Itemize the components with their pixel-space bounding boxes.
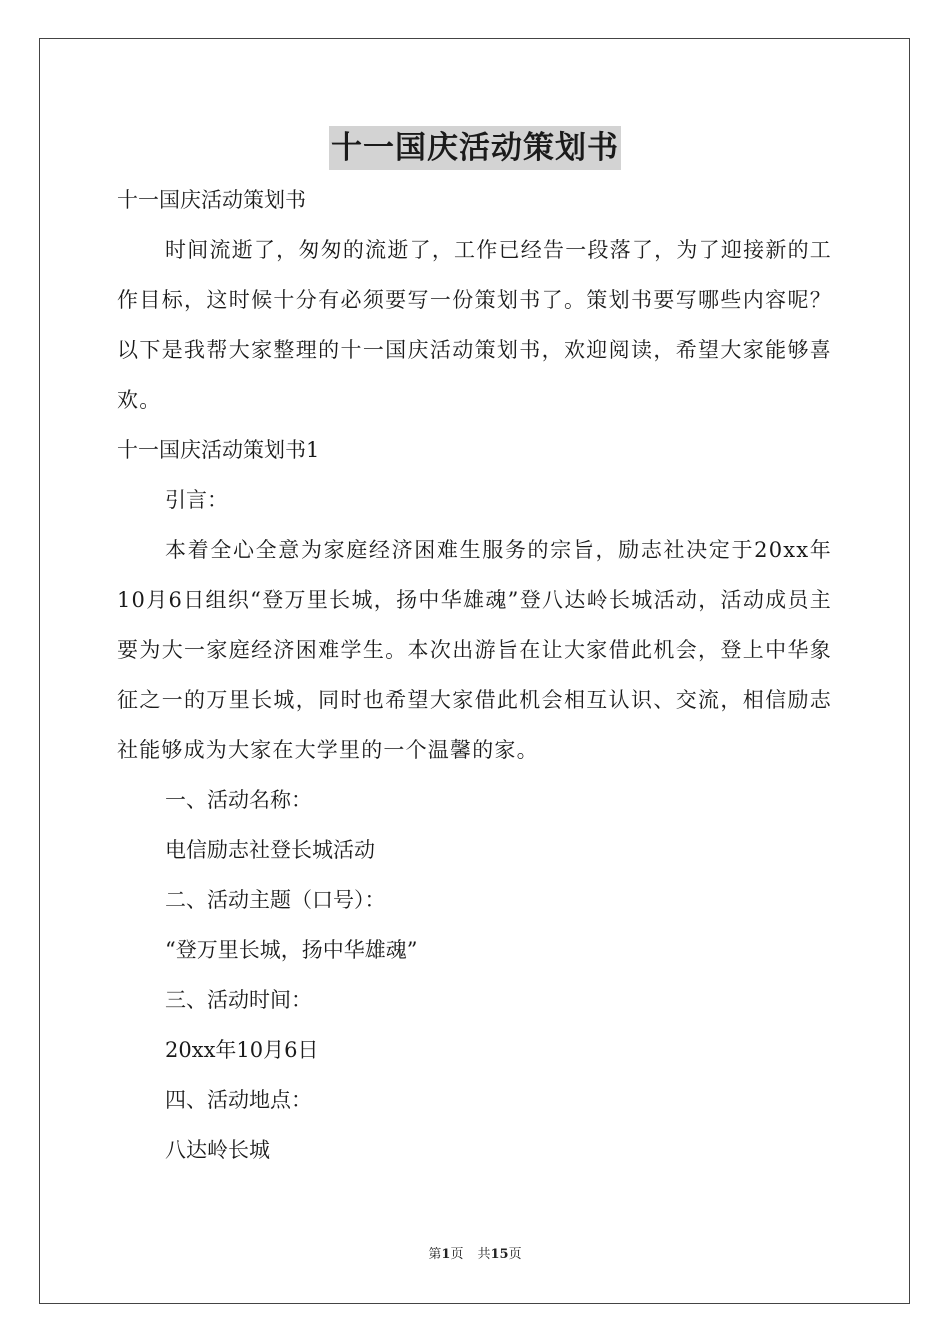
total-prefix: 共 xyxy=(477,1247,491,1262)
item-value-name: 电信励志社登长城活动 xyxy=(165,838,375,862)
section-heading: 十一国庆活动策划书1 xyxy=(117,438,320,462)
item-heading-name: 一、活动名称： xyxy=(165,788,312,812)
page-footer xyxy=(0,1245,950,1265)
page-suffix: 页 xyxy=(450,1247,464,1262)
total-suffix: 页 xyxy=(508,1247,522,1262)
item-heading-theme: 二、活动主题（口号）： xyxy=(165,888,386,912)
item-heading-time: 三、活动时间： xyxy=(165,988,312,1012)
item-value-time: 20xx年10月6日 xyxy=(165,1038,319,1062)
page-prefix: 第 xyxy=(428,1247,442,1262)
item-heading-location: 四、活动地点： xyxy=(165,1088,312,1112)
paragraph-intro: 时间流逝了，匆匆的流逝了，工作已经告一段落了，为了迎接新的工作目标，这时候十分有必须要写一份策划书了。策划书要写哪些内容呢？以下是我帮大家整理的十一国庆活动策划书，欢迎阅读，希望大家能够喜欢。 xyxy=(117,238,832,412)
document-title: 十一国庆活动策划书 xyxy=(329,126,621,170)
total-pages: 15 xyxy=(490,1247,509,1262)
item-value-theme: “登万里长城，扬中华雄魂” xyxy=(165,938,418,962)
document-body xyxy=(117,175,832,1175)
paragraph-preface: 本着全心全意为家庭经济困难生服务的宗旨，励志社决定于20xx年10月6日组织“登万里长城，扬中华雄魂”登八达岭长城活动，活动成员主要为大一家庭经济困难学生。本次出游旨在让大家借此机会，登上中华象征之一的万里长城，同时也希望大家借此机会相互认识、交流，相信励志社能够成为大家在大学里的一个温馨的家。 xyxy=(117,538,832,762)
page-number: 1 xyxy=(441,1247,451,1262)
item-value-location: 八达岭长城 xyxy=(165,1138,270,1162)
paragraph-heading: 十一国庆活动策划书 xyxy=(117,188,306,212)
title-container xyxy=(0,126,950,170)
paragraph-preface-label: 引言： xyxy=(165,488,228,512)
